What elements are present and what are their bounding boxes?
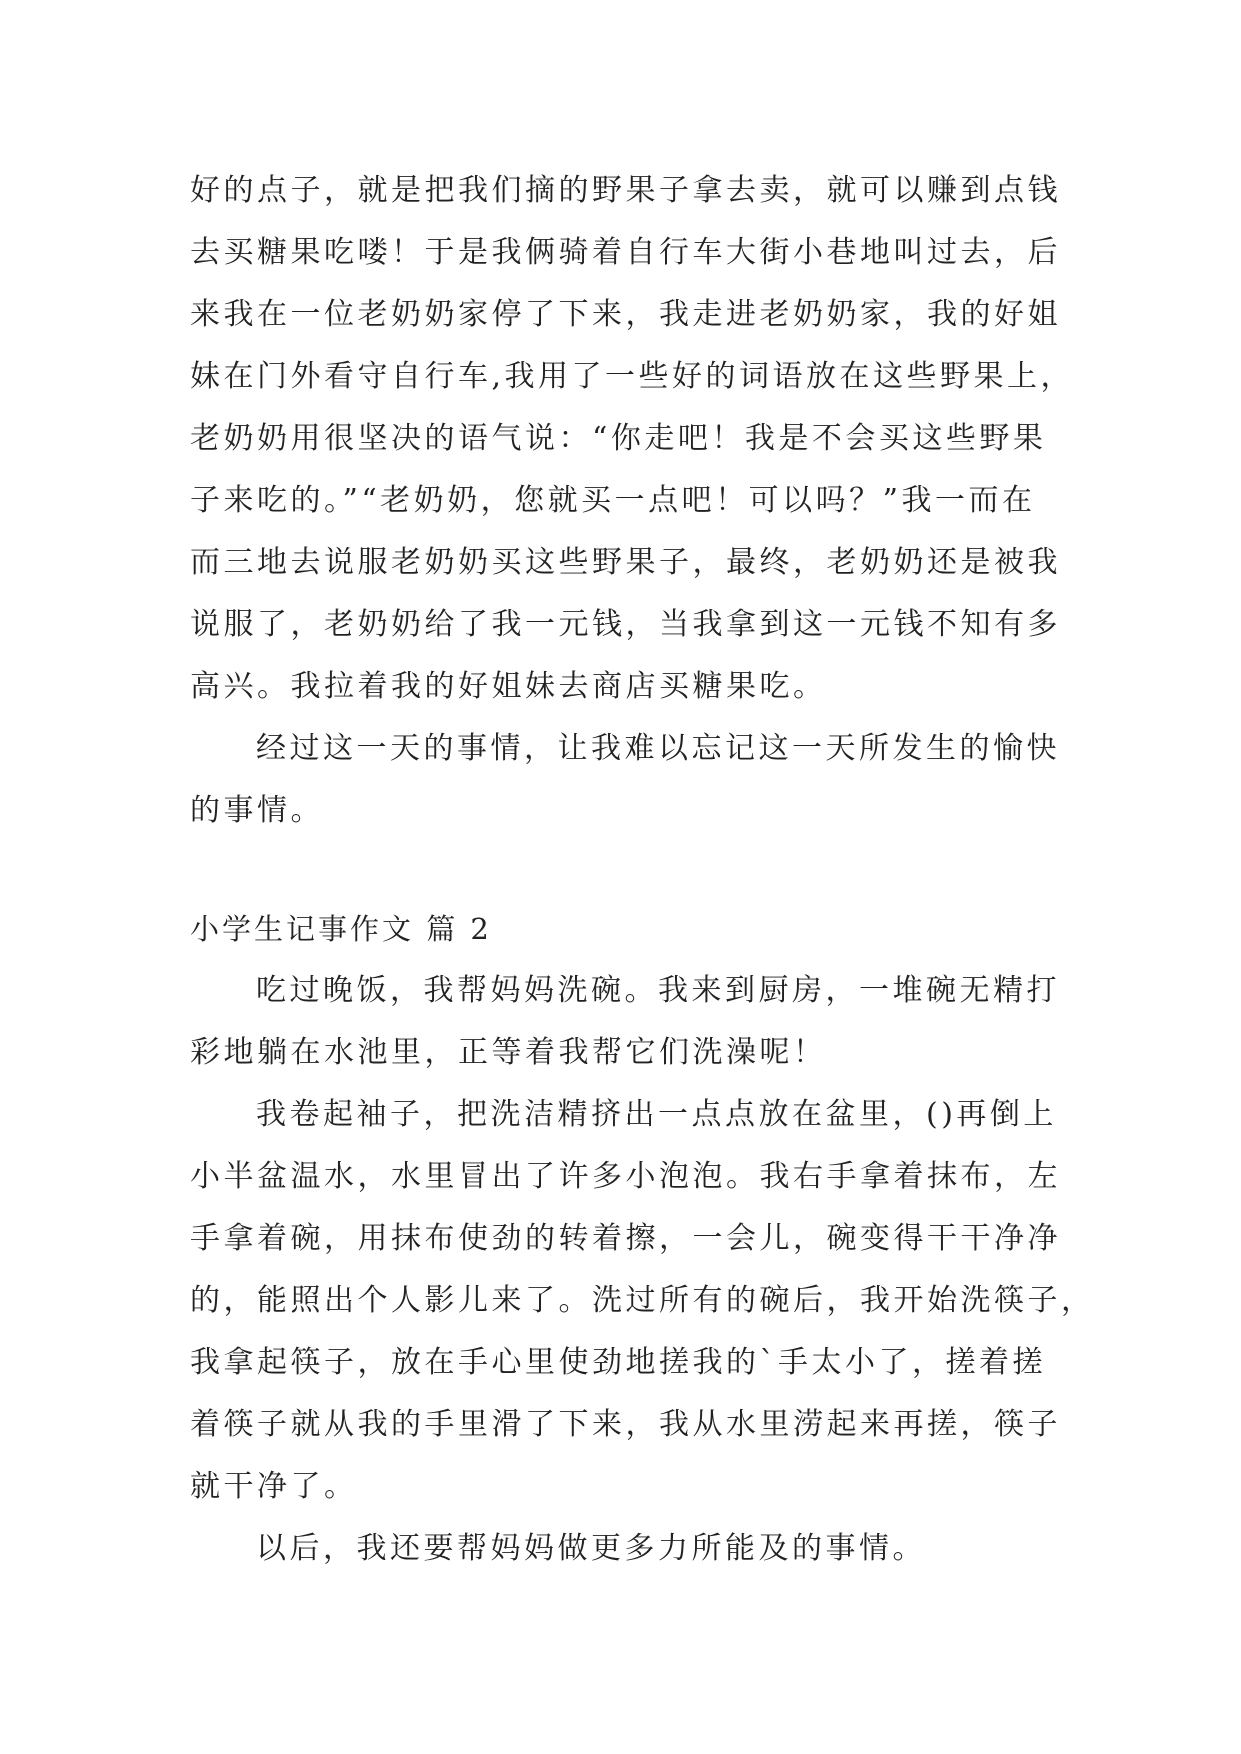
paragraph-washing: [190, 1084, 1095, 1518]
text-line: 就干净了。: [190, 1469, 358, 1504]
text-line: 吃过晚饭，我帮妈妈洗碗。我来到厨房，一堆碗无精打: [256, 973, 1060, 1008]
text-line: 着筷子就从我的手里滑了下来，我从水里涝起来再搓，筷子: [190, 1407, 1061, 1442]
text-line: 我卷起袖子，把洗洁精挤出一点点放在盆里，()再倒上: [256, 1097, 1057, 1132]
text-line: 好的点子，就是把我们摘的野果子拿去卖，就可以赚到点钱: [190, 173, 1061, 208]
text-line: 彩地躺在水池里，正等着我帮它们洗澡呢！: [190, 1035, 827, 1070]
paragraph-dinner: [190, 960, 1060, 1084]
section-spacer: [190, 842, 1056, 898]
text-line: 妹在门外看守自行车,我用了一些好的词语放在这些野果上，: [190, 359, 1075, 394]
text-line: 子来吃的。”“老奶奶，您就买一点吧！可以吗？”我一而在: [190, 483, 1036, 518]
text-line: 说服了，老奶奶给了我一元钱，当我拿到这一元钱不知有多: [190, 607, 1061, 642]
text-line: 去买糖果吃喽！于是我俩骑着自行车大街小巷地叫过去，后: [190, 235, 1061, 270]
text-line: 小半盆温水，水里冒出了许多小泡泡。我右手拿着抹布，左: [190, 1159, 1061, 1194]
text-line: 经过这一天的事情，让我难以忘记这一天所发生的愉快: [256, 731, 1060, 766]
paragraph-conclusion: [190, 718, 1060, 842]
text-line: 我拿起筷子，放在手心里使劲地搓我的`手太小了，搓着搓: [190, 1345, 1046, 1380]
paragraph-story-end: [190, 160, 1075, 718]
paragraph-closing: [190, 1518, 1056, 1580]
section-heading: 小学生记事作文 篇 2: [190, 912, 492, 946]
text-line: 以后，我还要帮妈妈做更多力所能及的事情。: [256, 1531, 926, 1566]
text-line: 的，能照出个人影儿来了。洗过所有的碗后，我开始洗筷子，: [190, 1283, 1095, 1318]
text-line: 老奶奶用很坚决的语气说：“你走吧！我是不会买这些野果: [190, 421, 1047, 456]
document-page: [190, 160, 1095, 1580]
text-line: 而三地去说服老奶奶买这些野果子，最终，老奶奶还是被我: [190, 545, 1061, 580]
text-line: 来我在一位老奶奶家停了下来，我走进老奶奶家，我的好姐: [190, 297, 1061, 332]
text-line: 高兴。我拉着我的好姐妹去商店买糖果吃。: [190, 669, 827, 704]
text-line: 的事情。: [190, 793, 324, 828]
text-line: 手拿着碗，用抹布使劲的转着擦，一会儿，碗变得干干净净: [190, 1221, 1061, 1256]
